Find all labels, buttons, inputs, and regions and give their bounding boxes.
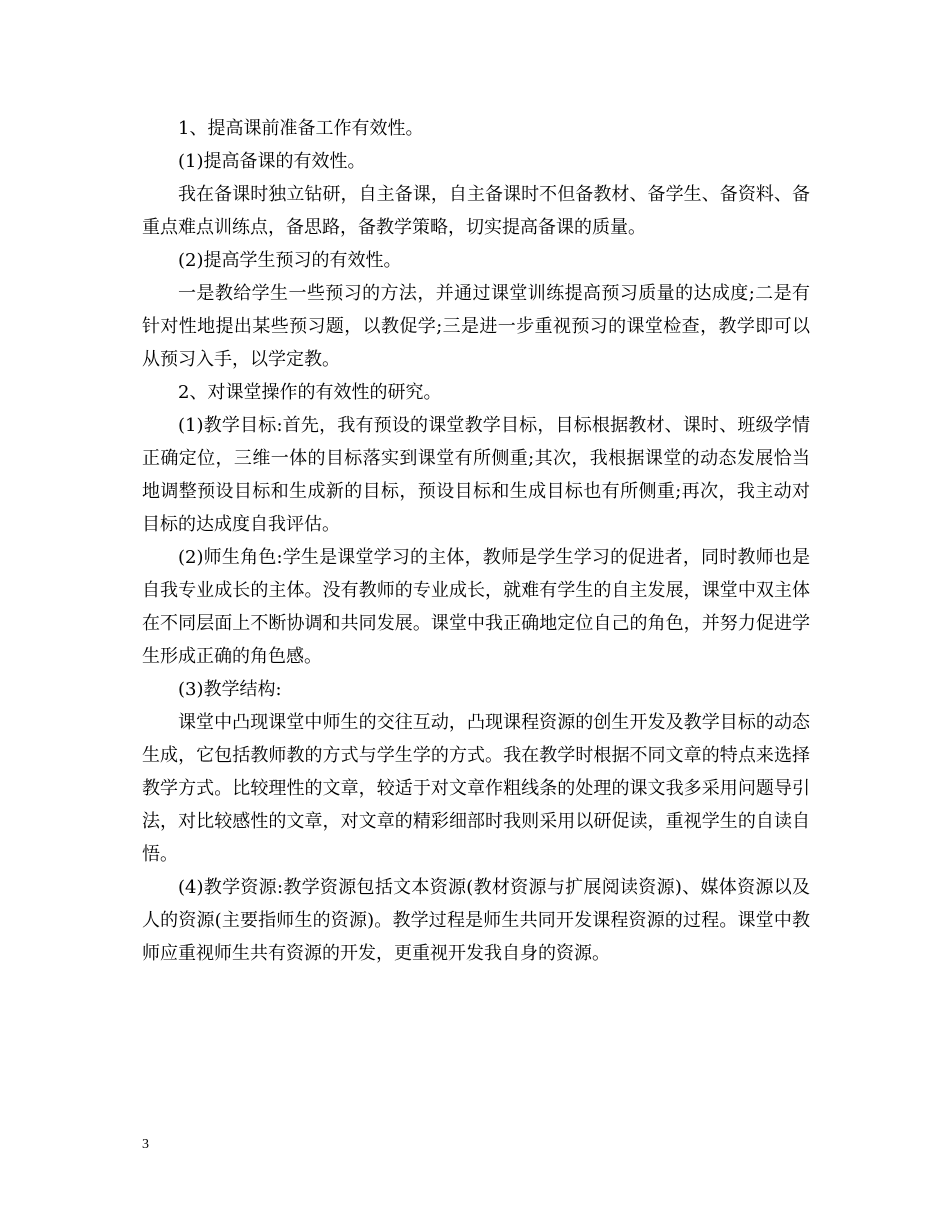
subheading-1-2: (2)提高学生预习的有效性。 (178, 250, 402, 271)
paragraph-lesson-prep: 我在备课时独立钻研，自主备课，自主备课时不但备教材、备学生、备资料、备重点难点训练点，备思路，备教学策略，切实提高备课的质量。 (142, 184, 810, 238)
paragraph-teaching-structure: 课堂中凸现课堂中师生的交往互动，凸现课程资源的创生开发及教学目标的动态生成，它包括教师教的方式与学生学的方式。我在教学时根据不同文章的特点来选择教学方式。比较理性的文章，较适于对文章作粗线条的处理的课文我多采用问题导引法，对比较感性的文章，对文章的精彩细部时我则采用以研促读，重视学生的自读自悟。 (142, 712, 810, 865)
paragraph-preview: 一是教给学生一些预习的方法，并通过课堂训练提高预习质量的达成度;二是有针对性地提出某些预习题，以教促学;三是进一步重视预习的课堂检查，教学即可以从预习入手，以学定教。 (142, 283, 810, 370)
paragraph-teaching-goals: (1)教学目标:首先，我有预设的课堂教学目标，目标根据教材、课时、班级学情正确定位，三维一体的目标落实到课堂有所侧重;其次，我根据课堂的动态发展恰当地调整预设目标和生成新的目标，预设目标和生成目标也有所侧重;再次，我主动对目标的达成度自我评估。 (142, 415, 810, 535)
paragraph-roles: (2)师生角色:学生是课堂学习的主体，教师是学生学习的促进者，同时教师也是自我专业成长的主体。没有教师的专业成长，就难有学生的自主发展，课堂中双主体在不同层面上不断协调和共同发展。课堂中我正确地定位自己的角色，并努力促进学生形成正确的角色感。 (142, 547, 810, 667)
heading-2: 2、对课堂操作的有效性的研究。 (178, 382, 442, 403)
page-number: 3 (142, 1137, 149, 1152)
heading-1: 1、提高课前准备工作有效性。 (178, 118, 424, 139)
document-body (142, 112, 810, 970)
subheading-teaching-structure: (3)教学结构: (178, 679, 282, 700)
paragraph-teaching-resources: (4)教学资源:教学资源包括文本资源(教材资源与扩展阅读资源)、媒体资源以及人的资源(主要指师生的资源)。教学过程是师生共同开发课程资源的过程。课堂中教师应重视师生共有资源的开发，更重视开发我自身的资源。 (142, 877, 810, 964)
subheading-1-1: (1)提高备课的有效性。 (178, 151, 366, 172)
